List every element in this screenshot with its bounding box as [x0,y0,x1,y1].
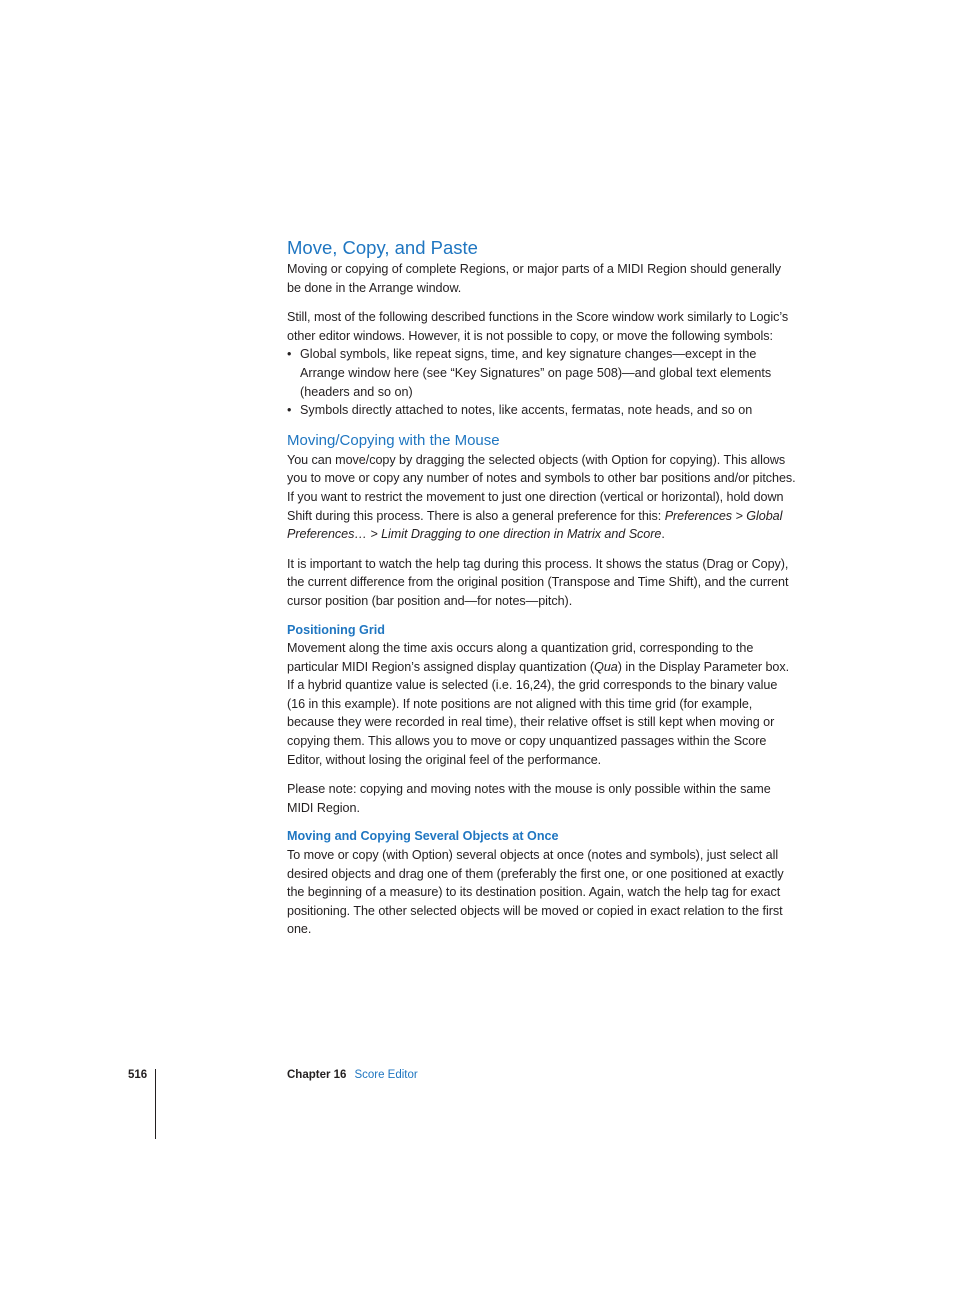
section-heading: Move, Copy, and Paste [287,237,478,258]
bullet-item: • Symbols directly attached to notes, like accents, fermatas, note heads, and so on [287,401,797,420]
footer-chapter [287,1069,418,1081]
mouse-text: You can move/copy by dragging the selected objects (with Option for copying). This allows you to move or copy any number of notes and symbols to other bar positions and/or pitches. If you want to restrict the movement to just one direction (vertical or horizontal), hold down Shift during this process. There is also a general preference for this: [287,452,796,523]
grid-paragraph-2: Please note: copying and moving notes with the mouse is only possible within the same MIDI Region. [287,782,771,815]
bullet-item: • Global symbols, like repeat signs, time, and key signature changes—except in the Arrange window here (see “Key Signatures” on page 508)—and global text elements (headers and so on) [287,345,797,401]
subheading-grid: Positioning Grid [287,622,385,637]
grid-paragraph-1 [287,639,797,769]
grid-text-b: ) in the Display Parameter box. If a hybrid quantize value is selected (i.e. 16,24), the grid corresponds to the binary value (16 in this example). If note positions are not aligned with this time grid (for example, because they were recorded in real time), their relative offset is still kept when moving or copying them. This allows you to move or copy unquantized passages within the Score Editor, without losing the original feel of the performance. [287,659,790,767]
intro-paragraph-2: Still, most of the following described functions in the Score window work similarly to Logic’s other editor windows. However, it is not possible to copy, or move the following symbols: [287,310,789,343]
intro-paragraph-1: Moving or copying of complete Regions, or major parts of a MIDI Region should generally be done in the Arrange window. [287,262,782,295]
mouse-paragraph-1 [287,451,797,544]
footer-divider [155,1069,156,1139]
subsection-heading-mouse: Moving/Copying with the Mouse [287,431,500,449]
bullet-list [287,345,797,419]
mouse-paragraph-2: It is important to watch the help tag during this process. It shows the status (Drag or Copy), the current difference from the original position (Transpose and Time Shift), and the current cursor position (bar position and—for notes—pitch). [287,556,789,608]
mouse-text-end: . [661,527,665,542]
preference-path: Preferences > Global Preferences… > Limit Dragging to one direction in Matrix and Score [287,508,783,542]
chapter-label: Chapter 16 [287,1069,347,1081]
qua-term: Qua [594,659,618,674]
several-paragraph: To move or copy (with Option) several objects at once (notes and symbols), just select all desired objects and drag one of them (preferably the first one, or one positioned at exactly the beginning of a measure) to its destination position. Again, watch the help tag for exact positioning. The other selected objects will be moved or copied in exact relation to the first one. [287,848,784,937]
page-number: 516 [128,1069,148,1081]
grid-text-a: Movement along the time axis occurs along a quantization grid, corresponding to the particular MIDI Region’s assigned display quantization ( [287,641,754,674]
chapter-title: Score Editor [354,1069,418,1081]
page-content [287,236,797,939]
subheading-several: Moving and Copying Several Objects at Once [287,829,559,844]
